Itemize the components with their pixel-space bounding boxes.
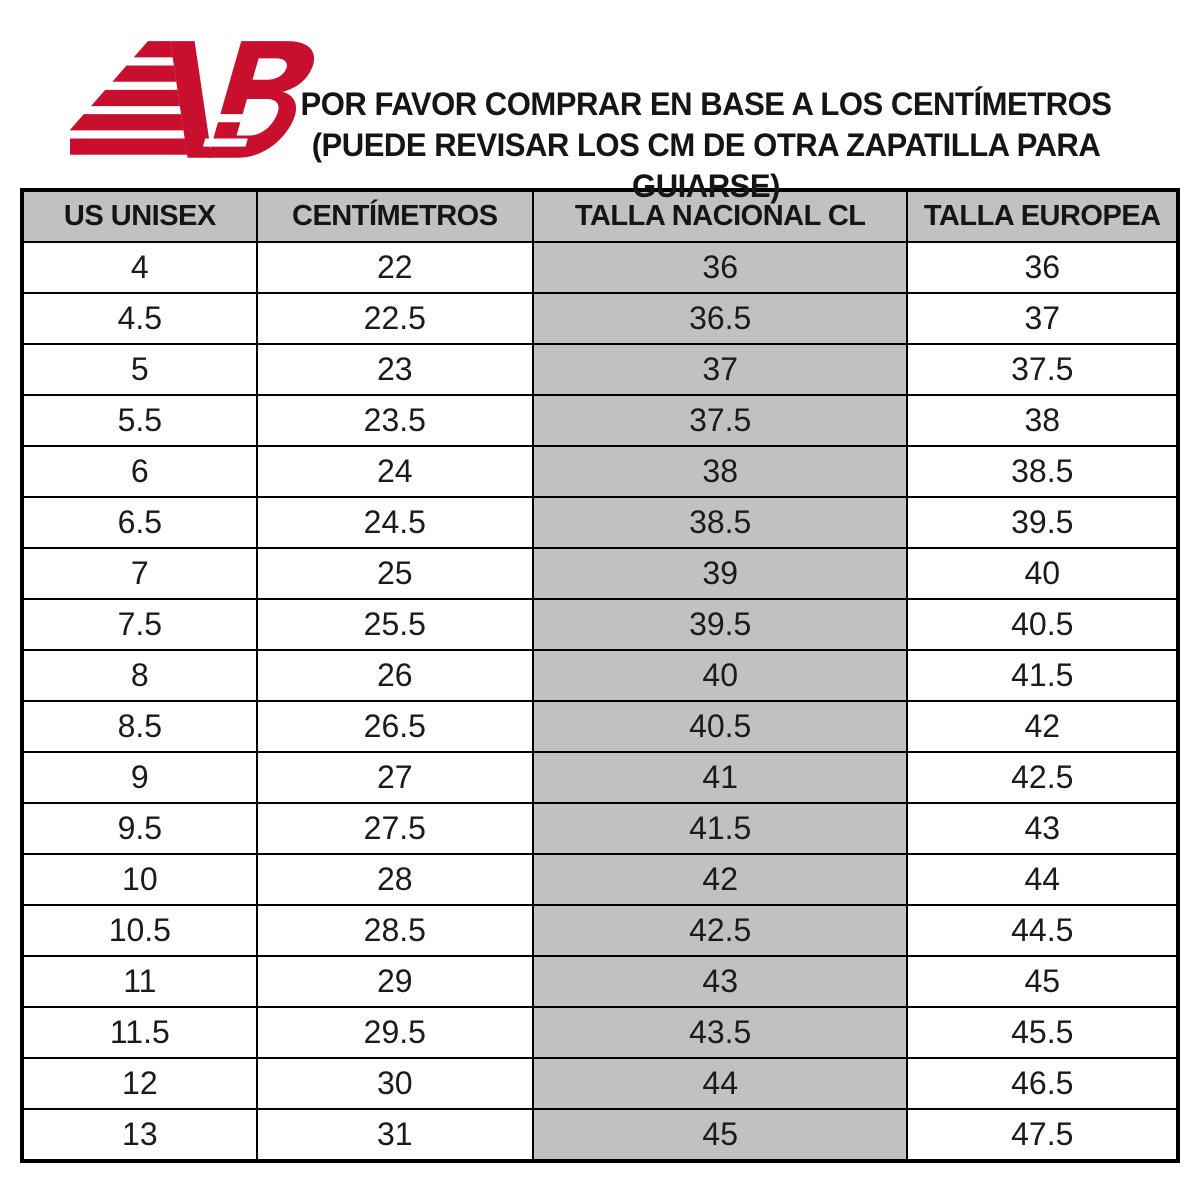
- table-row: [22, 650, 1178, 701]
- cl-size-cell: 40.5: [533, 701, 908, 752]
- cm-cell: 27.5: [257, 803, 533, 854]
- cm-cell: 22: [257, 242, 533, 293]
- eu-size-cell: 40.5: [907, 599, 1178, 650]
- column-header: CENTÍMETROS: [257, 190, 533, 242]
- cm-cell: 23: [257, 344, 533, 395]
- eu-size-cell: 42.5: [907, 752, 1178, 803]
- us-size-cell: 11.5: [22, 1007, 257, 1058]
- cl-size-cell: 36: [533, 242, 908, 293]
- cl-size-cell: 37: [533, 344, 908, 395]
- cl-size-cell: 42: [533, 854, 908, 905]
- eu-size-cell: 40: [907, 548, 1178, 599]
- table-row: [22, 242, 1178, 293]
- cm-cell: 26: [257, 650, 533, 701]
- cl-size-cell: 37.5: [533, 395, 908, 446]
- table-row: [22, 956, 1178, 1007]
- cm-cell: 25.5: [257, 599, 533, 650]
- title-line-1: POR FAVOR COMPRAR EN BASE A LOS CENTÍMETROS: [300, 86, 1112, 122]
- title-line-2: (PUEDE REVISAR LOS CM DE OTRA ZAPATILLA PARA GUIARSE): [311, 127, 1101, 204]
- cl-size-cell: 41.5: [533, 803, 908, 854]
- table-row: [22, 395, 1178, 446]
- cl-size-cell: 40: [533, 650, 908, 701]
- cm-cell: 29.5: [257, 1007, 533, 1058]
- page-title: [237, 84, 1176, 207]
- table-row: [22, 446, 1178, 497]
- table-row: [22, 1058, 1178, 1109]
- eu-size-cell: 36: [907, 242, 1178, 293]
- table-row: [22, 803, 1178, 854]
- eu-size-cell: 42: [907, 701, 1178, 752]
- us-size-cell: 11: [22, 956, 257, 1007]
- table-row: [22, 548, 1178, 599]
- eu-size-cell: 47.5: [907, 1109, 1178, 1161]
- cl-size-cell: 42.5: [533, 905, 908, 956]
- table-row: [22, 1109, 1178, 1161]
- table-row: [22, 752, 1178, 803]
- us-size-cell: 8.5: [22, 701, 257, 752]
- table-row: [22, 1007, 1178, 1058]
- cl-size-cell: 38: [533, 446, 908, 497]
- eu-size-cell: 43: [907, 803, 1178, 854]
- eu-size-cell: 38.5: [907, 446, 1178, 497]
- cm-cell: 28: [257, 854, 533, 905]
- us-size-cell: 9: [22, 752, 257, 803]
- us-size-cell: 4: [22, 242, 257, 293]
- cm-cell: 23.5: [257, 395, 533, 446]
- cm-cell: 27: [257, 752, 533, 803]
- eu-size-cell: 45.5: [907, 1007, 1178, 1058]
- eu-size-cell: 44: [907, 854, 1178, 905]
- cl-size-cell: 43.5: [533, 1007, 908, 1058]
- table-row: [22, 599, 1178, 650]
- cm-cell: 24.5: [257, 497, 533, 548]
- table-row: [22, 854, 1178, 905]
- us-size-cell: 12: [22, 1058, 257, 1109]
- cm-cell: 26.5: [257, 701, 533, 752]
- us-size-cell: 13: [22, 1109, 257, 1161]
- eu-size-cell: 46.5: [907, 1058, 1178, 1109]
- cl-size-cell: 44: [533, 1058, 908, 1109]
- cl-size-cell: 38.5: [533, 497, 908, 548]
- eu-size-cell: 37: [907, 293, 1178, 344]
- cm-cell: 29: [257, 956, 533, 1007]
- us-size-cell: 10: [22, 854, 257, 905]
- eu-size-cell: 37.5: [907, 344, 1178, 395]
- cm-cell: 25: [257, 548, 533, 599]
- cl-size-cell: 39: [533, 548, 908, 599]
- cl-size-cell: 45: [533, 1109, 908, 1161]
- page-header: [0, 0, 1200, 204]
- cm-cell: 24: [257, 446, 533, 497]
- eu-size-cell: 39.5: [907, 497, 1178, 548]
- eu-size-cell: 45: [907, 956, 1178, 1007]
- eu-size-cell: 44.5: [907, 905, 1178, 956]
- cm-cell: 28.5: [257, 905, 533, 956]
- us-size-cell: 9.5: [22, 803, 257, 854]
- cl-size-cell: 36.5: [533, 293, 908, 344]
- us-size-cell: 6: [22, 446, 257, 497]
- column-header: TALLA NACIONAL CL: [533, 190, 908, 242]
- eu-size-cell: 38: [907, 395, 1178, 446]
- cm-cell: 31: [257, 1109, 533, 1161]
- column-header: US UNISEX: [22, 190, 257, 242]
- table-row: [22, 497, 1178, 548]
- size-chart-table: [20, 188, 1180, 1163]
- eu-size-cell: 41.5: [907, 650, 1178, 701]
- cm-cell: 22.5: [257, 293, 533, 344]
- cl-size-cell: 39.5: [533, 599, 908, 650]
- column-header: TALLA EUROPEA: [907, 190, 1178, 242]
- us-size-cell: 5.5: [22, 395, 257, 446]
- table-row: [22, 905, 1178, 956]
- table-row: [22, 293, 1178, 344]
- us-size-cell: 6.5: [22, 497, 257, 548]
- cl-size-cell: 41: [533, 752, 908, 803]
- us-size-cell: 4.5: [22, 293, 257, 344]
- us-size-cell: 10.5: [22, 905, 257, 956]
- us-size-cell: 7: [22, 548, 257, 599]
- cm-cell: 30: [257, 1058, 533, 1109]
- table-row: [22, 344, 1178, 395]
- cl-size-cell: 43: [533, 956, 908, 1007]
- us-size-cell: 5: [22, 344, 257, 395]
- table-row: [22, 701, 1178, 752]
- us-size-cell: 8: [22, 650, 257, 701]
- us-size-cell: 7.5: [22, 599, 257, 650]
